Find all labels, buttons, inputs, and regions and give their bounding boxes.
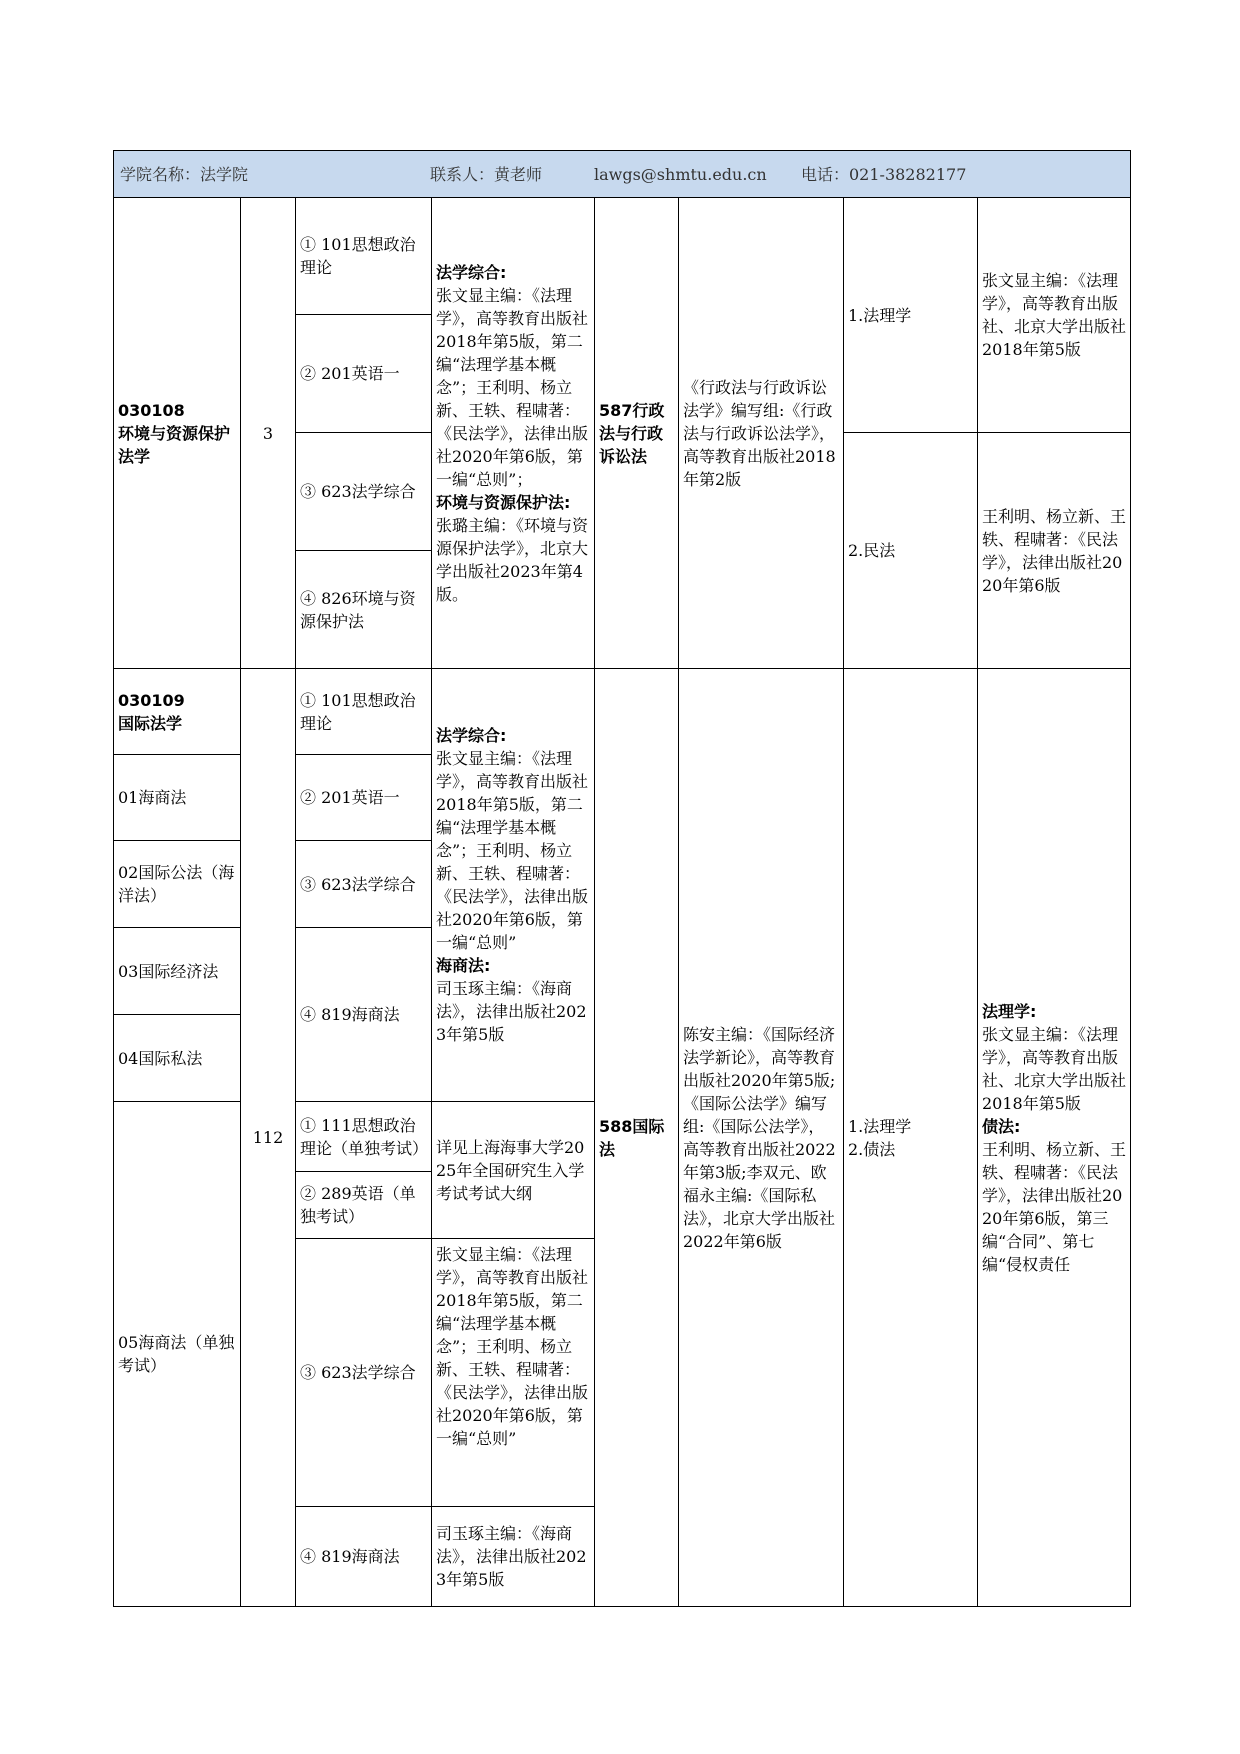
program2-direction-2: 02国际公法（海洋法） bbox=[114, 841, 241, 928]
program1-exam-4: ④ 826环境与资源保护法 bbox=[296, 551, 432, 669]
program2-addl-heading-1: 法理学: bbox=[982, 1001, 1037, 1021]
program2-direction-5: 05海商法（单独考试） bbox=[114, 1102, 241, 1607]
program1-ref-heading-2: 环境与资源保护法: bbox=[436, 492, 571, 512]
program1-addl-ref-2: 王利明、杨立新、王轶、程啸著：《民法学》，法律出版社2020年第6版 bbox=[978, 433, 1131, 669]
program2-ref-text-1: 张文显主编：《法理学》，高等教育出版社2018年第5版，第二编“法理学基本概念”；王利明、杨立新、王轶、程啸著：《民法学》，法律出版社2020年第6版，第一编“总则” bbox=[436, 749, 589, 952]
program1-code: 030108 bbox=[118, 400, 185, 420]
program2-exam-a2: ② 201英语一 bbox=[296, 755, 432, 841]
program1-exam-1: ① 101思想政治理论 bbox=[296, 198, 432, 315]
program2-addl-2: 2.债法 bbox=[848, 1139, 896, 1159]
program1-ref-heading-1: 法学综合: bbox=[436, 262, 507, 282]
program2-exam-b3: ③ 623法学综合 bbox=[296, 1239, 432, 1507]
program1-exam-2: ② 201英语一 bbox=[296, 315, 432, 433]
program1-addl-1: 1.法理学 bbox=[844, 198, 978, 433]
program2-retest-ref: 陈安主编：《国际经济法学新论》，高等教育出版社2020年第5版;《国际公法学》编写组:《国际公法学》，高等教育出版社2022年第3版;李双元、欧福永主编:《国际私法》，北京大学出版社2022年第6版 bbox=[679, 669, 844, 1607]
program1-ref-text-2: 张璐主编：《环境与资源保护法学》，北京大学出版社2023年第4版。 bbox=[436, 515, 589, 604]
header-row bbox=[114, 151, 1131, 198]
program2-direction-4: 04国际私法 bbox=[114, 1015, 241, 1102]
program2-exam-a3: ③ 623法学综合 bbox=[296, 841, 432, 928]
program2-ref-text-2: 司玉琢主编：《海商法》，法律出版社2023年第5版 bbox=[436, 979, 587, 1044]
program2-addl-heading-2: 债法: bbox=[982, 1116, 1021, 1136]
contact-email: lawgs@shmtu.edu.cn bbox=[594, 164, 767, 184]
program2-code: 030109 bbox=[118, 690, 185, 710]
program2-retest-subject: 588国际法 bbox=[595, 669, 679, 1607]
program2-refs-a-cell bbox=[432, 669, 595, 1102]
college-name: 学院名称：法学院 bbox=[120, 164, 249, 184]
program1-addl-2: 2.民法 bbox=[844, 433, 978, 669]
program2-exam-b2: ② 289英语（单独考试） bbox=[296, 1172, 432, 1239]
program1-quota: 3 bbox=[241, 198, 296, 669]
program1-retest-ref: 《行政法与行政诉讼法学》编写组:《行政法与行政诉讼法学》，高等教育出版社2018年第2版 bbox=[679, 198, 844, 669]
program1-row-1 bbox=[114, 198, 1131, 315]
catalog-table bbox=[113, 150, 1131, 1607]
program2-name-cell bbox=[114, 669, 241, 755]
program1-retest-subject: 587行政法与行政诉讼法 bbox=[595, 198, 679, 669]
program2-exam-b4: ④ 819海商法 bbox=[296, 1507, 432, 1607]
program2-addl-text-1: 张文显主编：《法理学》，高等教育出版社、北京大学出版社2018年第5版 bbox=[982, 1024, 1127, 1113]
program2-ref-heading-1: 法学综合: bbox=[436, 726, 507, 745]
program2-row-1 bbox=[114, 669, 1131, 755]
program2-addl-1: 1.法理学 bbox=[848, 1116, 912, 1136]
program1-addl-ref-1: 张文显主编：《法理学》，高等教育出版社、北京大学出版社2018年第5版 bbox=[978, 198, 1131, 433]
program2-exam-a4: ④ 819海商法 bbox=[296, 928, 432, 1102]
program2-quota: 112 bbox=[241, 669, 296, 1607]
program2-exam-b1: ① 111思想政治理论（单独考试） bbox=[296, 1102, 432, 1172]
contact-person: 联系人：黄老师 bbox=[430, 164, 543, 184]
program2-direction-1: 01海商法 bbox=[114, 755, 241, 841]
program2-addl-cell bbox=[844, 669, 978, 1607]
program2-refs-b4: 司玉琢主编：《海商法》，法律出版社2023年第5版 bbox=[432, 1507, 595, 1607]
program2-name: 国际法学 bbox=[118, 713, 183, 733]
program2-ref-heading-2: 海商法: bbox=[436, 956, 491, 975]
program2-addl-text-2: 王利明、杨立新、王轶、程啸著：《民法学》，法律出版社2020年第6版，第三编“合同”、第七编“侵权责任 bbox=[982, 1139, 1127, 1274]
program2-exam-a1: ① 101思想政治理论 bbox=[296, 669, 432, 755]
program1-refs-cell bbox=[432, 198, 595, 669]
program1-name: 环境与资源保护法学 bbox=[118, 423, 231, 466]
program2-direction-3: 03国际经济法 bbox=[114, 928, 241, 1015]
program2-refs-b3: 张文显主编：《法理学》，高等教育出版社2018年第5版，第二编“法理学基本概念”；王利明、杨立新、王轶、程啸著：《民法学》，法律出版社2020年第6版，第一编“总则” bbox=[432, 1239, 595, 1507]
program2-addl-ref-cell bbox=[978, 669, 1131, 1607]
contact-phone: 电话：021-38282177 bbox=[801, 164, 967, 184]
program1-ref-text-1: 张文显主编：《法理学》，高等教育出版社2018年第5版，第二编“法理学基本概念”；王利明、杨立新、王轶、程啸著：《民法学》，法律出版社2020年第6版，第一编“总则”； bbox=[436, 285, 589, 489]
program2-refs-b12: 详见上海海事大学2025年全国研究生入学考试考试大纲 bbox=[432, 1102, 595, 1239]
program1-exam-3: ③ 623法学综合 bbox=[296, 433, 432, 551]
header-cell bbox=[114, 151, 1131, 198]
program1-name-cell bbox=[114, 198, 241, 669]
